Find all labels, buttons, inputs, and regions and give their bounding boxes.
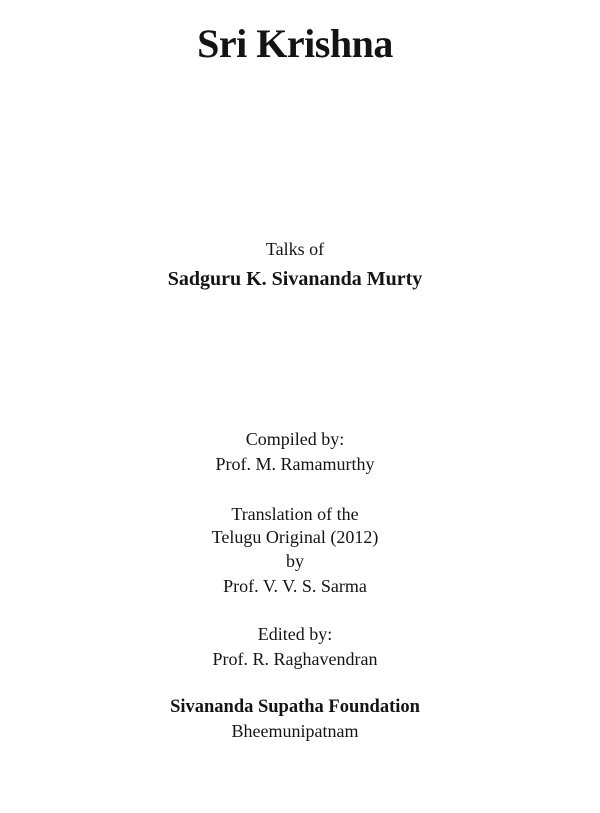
translator-name: Prof. V. V. S. Sarma (223, 576, 367, 596)
translation-line-2: Telugu Original (2012) (211, 527, 379, 547)
talks-of-label: Talks of (265, 239, 325, 259)
compiled-by-label: Compiled by: (245, 429, 345, 449)
publisher-place: Bheemunipatnam (231, 721, 359, 741)
translation-line-1: Translation of the (231, 504, 359, 524)
book-title: Sri Krishna (197, 21, 393, 66)
compiler-name: Prof. M. Ramamurthy (215, 454, 375, 474)
edited-by-label: Edited by: (257, 624, 333, 644)
publisher-name: Sivananda Supatha Foundation (170, 697, 420, 717)
author-name: Sadguru K. Sivananda Murty (167, 268, 423, 290)
translation-by: by (286, 551, 304, 571)
editor-name: Prof. R. Raghavendran (212, 649, 378, 669)
